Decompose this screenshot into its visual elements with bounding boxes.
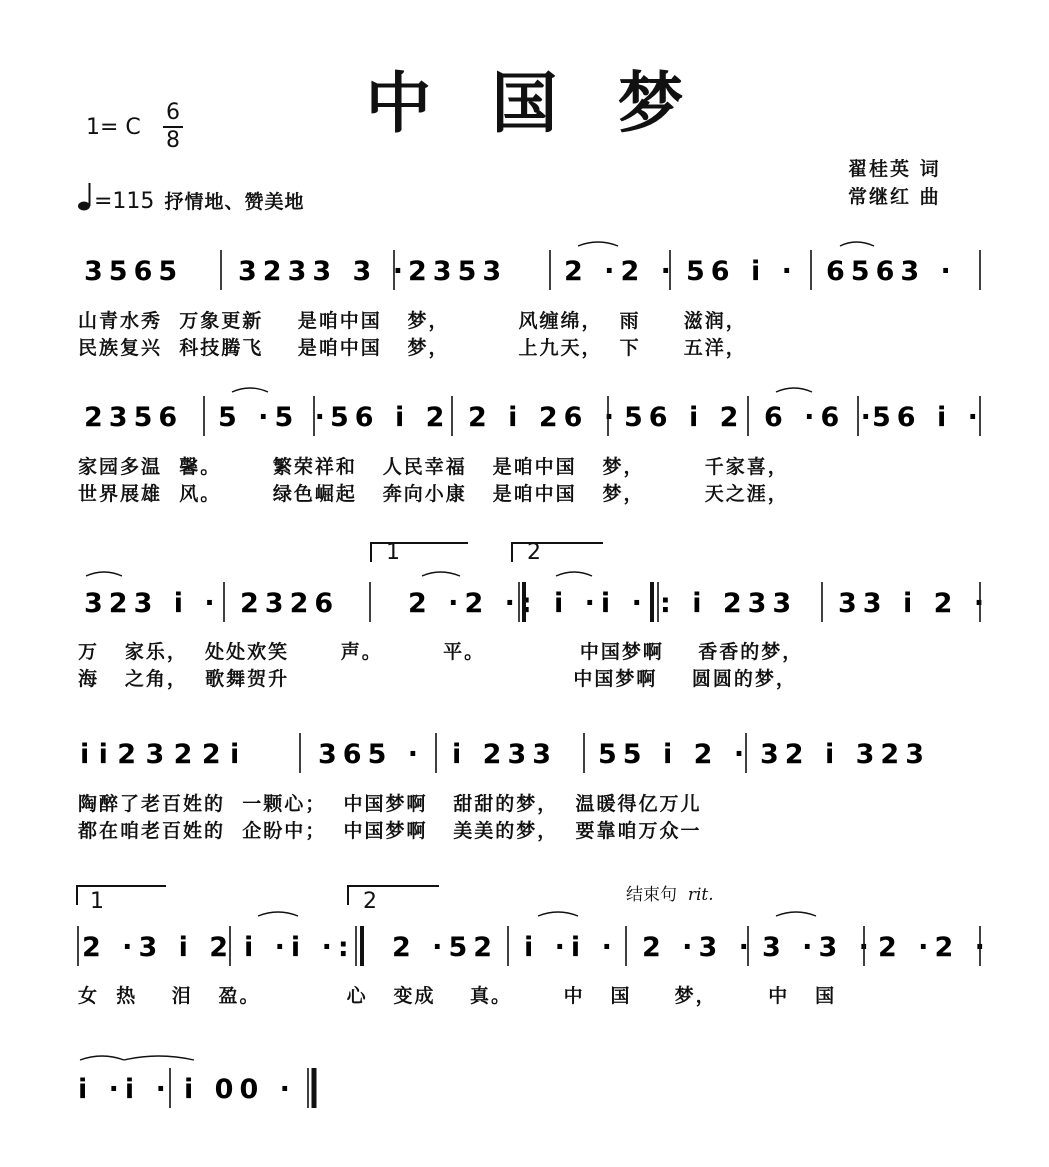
measure-4-5: 32 i 323 bbox=[760, 739, 930, 770]
measure-2-1: 2356 bbox=[84, 402, 184, 433]
measure-3-6: 33 i 2 · bbox=[838, 588, 991, 619]
time-signature bbox=[160, 100, 186, 154]
lyrics-1-verse-2: 民族复兴 科技腾飞 是咱中国 梦， 上九天， 下 五洋， bbox=[78, 337, 747, 359]
line-6-notation bbox=[78, 1064, 988, 1114]
lyrics-4-verse-1: 陶醉了老百姓的 一颗心； 中国梦啊 甜甜的梦， 温暖得亿万儿 bbox=[78, 793, 702, 815]
measure-6-1: i ·i · bbox=[78, 1074, 172, 1105]
tempo-value: =115 bbox=[94, 189, 155, 214]
notation-line-1 bbox=[78, 246, 988, 296]
measure-5-2: i ·i ·: bbox=[244, 932, 355, 963]
closing-phrase-label bbox=[626, 880, 714, 905]
measure-5-4: i ·i · bbox=[524, 932, 618, 963]
measure-4-1: i i 2 3 2 2 i bbox=[80, 739, 240, 770]
volta-number: 2 bbox=[363, 889, 377, 914]
measure-5-3: 2 ·52 bbox=[392, 932, 499, 963]
page-title: 中国梦 bbox=[365, 64, 744, 142]
volta-bracket-2b bbox=[347, 885, 439, 914]
measure-1-1: 3565 bbox=[84, 256, 184, 287]
tie bbox=[578, 242, 618, 246]
line-5-notation bbox=[78, 922, 991, 972]
measure-5-1: 2 ·3 i 2 bbox=[82, 932, 235, 963]
volta-bracket-2 bbox=[511, 540, 603, 565]
time-signature-bottom: 8 bbox=[166, 128, 180, 153]
key-signature: 1= C bbox=[86, 115, 141, 140]
measure-1-6: 6563 · bbox=[826, 256, 957, 287]
measure-2-7: 56 i · bbox=[872, 402, 984, 433]
quarter-note-icon bbox=[78, 182, 94, 218]
rit-marking: rit. bbox=[687, 885, 714, 905]
lyricist-credit: 翟桂英 词 bbox=[848, 158, 941, 180]
measure-3-1: 323 i · bbox=[84, 588, 221, 619]
closing-label: 结束句 bbox=[626, 885, 677, 905]
notation-line-5 bbox=[78, 922, 991, 972]
lyrics-5-verse-1: 女 热 泪 盈。 心 变成 真。 中 国 梦， 中 国 bbox=[78, 985, 837, 1007]
tempo-marking bbox=[78, 182, 304, 218]
lyrics-2-verse-2: 世界展雄 风。 绿色崛起 奔向小康 是咱中国 梦， 天之涯， bbox=[78, 483, 789, 505]
notation-line-4 bbox=[78, 729, 988, 779]
volta-number: 1 bbox=[386, 540, 400, 565]
volta-number: 2 bbox=[527, 540, 541, 565]
measure-2-3: 56 i 2 bbox=[330, 402, 451, 433]
measure-5-5: 2 ·3 · bbox=[642, 932, 755, 963]
measure-2-4: 2 i 26 · bbox=[468, 402, 621, 433]
volta-bracket-1b bbox=[76, 885, 166, 914]
volta-bracket-1 bbox=[370, 540, 468, 565]
measure-4-2: 365 · bbox=[318, 739, 425, 770]
notation-line-3 bbox=[78, 578, 991, 628]
measure-3-3: 2 ·2 ·: bbox=[408, 588, 538, 619]
measure-6-2: i 00 · bbox=[184, 1074, 296, 1105]
volta-number: 1 bbox=[90, 889, 104, 914]
notation-line-2 bbox=[78, 392, 988, 442]
measure-3-2: 2326 bbox=[240, 588, 340, 619]
notation-line-6 bbox=[78, 1064, 988, 1114]
line-1-notation bbox=[78, 246, 988, 296]
measure-5-7: 2 ·2 · bbox=[878, 932, 991, 963]
tie bbox=[840, 242, 874, 246]
measure-2-6: 6 ·6 · bbox=[764, 402, 877, 433]
lyrics-2-verse-1: 家园多温 馨。 繁荣祥和 人民幸福 是咱中国 梦， 千家喜， bbox=[78, 456, 789, 478]
measure-3-4: i ·i · bbox=[554, 588, 648, 619]
line-3-notation bbox=[78, 578, 991, 628]
measure-1-5: 56 i · bbox=[686, 256, 798, 287]
measure-2-5: 56 i 2 bbox=[624, 402, 745, 433]
line-4-notation bbox=[78, 729, 988, 779]
lyrics-1-verse-1: 山青水秀 万象更新 是咱中国 梦， 风缠绵， 雨 滋润， bbox=[78, 310, 747, 332]
lyrics-3-verse-2: 海 之角， 歌舞贺升 中国梦啊 圆圆的梦， bbox=[78, 668, 797, 690]
composer-credit: 常继红 曲 bbox=[848, 186, 941, 208]
measure-4-3: i 233 bbox=[452, 739, 558, 770]
lyrics-3-verse-1: 万 家乐， 处处欢笑 声。 平。 中国梦啊 香香的梦， bbox=[78, 641, 804, 663]
measure-1-2: 3233 3 · bbox=[238, 256, 409, 287]
measure-1-3: 2353 bbox=[408, 256, 508, 287]
expression-text: 抒情地、赞美地 bbox=[164, 191, 305, 213]
measure-3-5: : i 233 bbox=[660, 588, 798, 619]
lyrics-4-verse-2: 都在咱老百姓的 企盼中； 中国梦啊 美美的梦， 要靠咱万众一 bbox=[78, 820, 702, 842]
measure-4-4: 55 i 2 · bbox=[598, 739, 751, 770]
measure-2-2: 5 ·5 · bbox=[218, 402, 331, 433]
time-signature-top: 6 bbox=[166, 100, 180, 125]
measure-5-6: 3 ·3 · bbox=[762, 932, 875, 963]
measure-1-4: 2 ·2 · bbox=[564, 256, 677, 287]
line-2-notation bbox=[78, 392, 988, 442]
